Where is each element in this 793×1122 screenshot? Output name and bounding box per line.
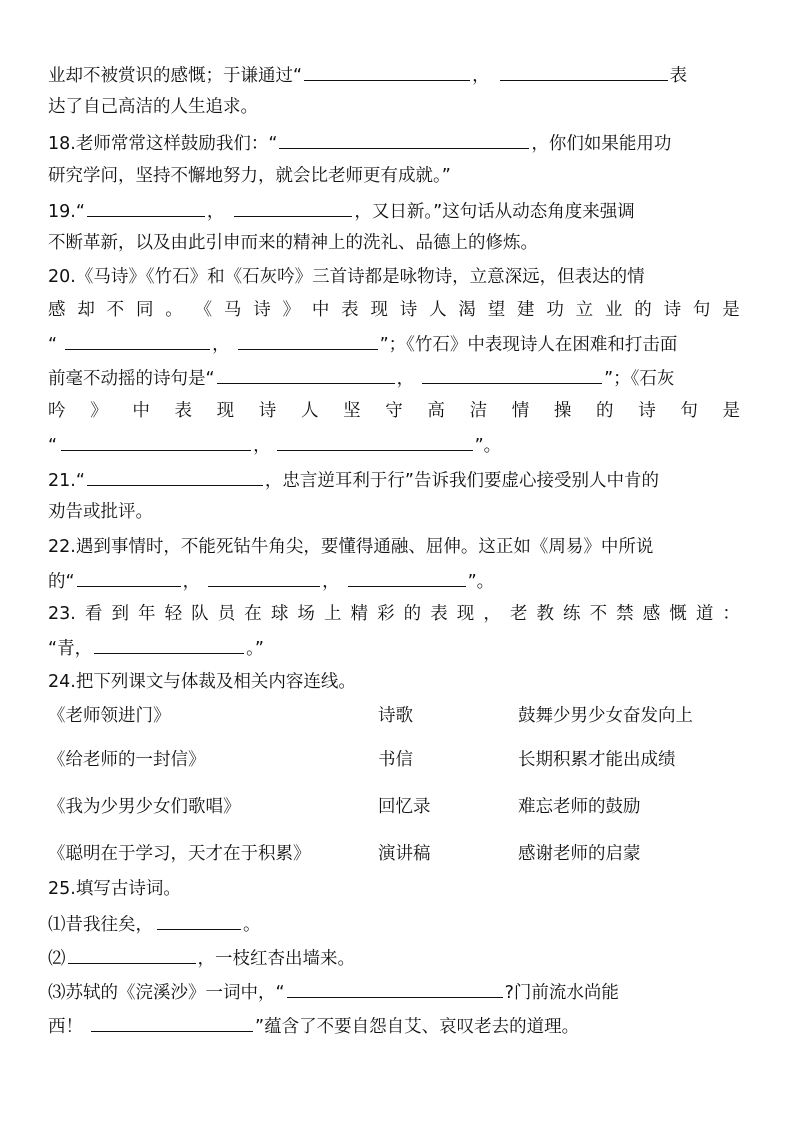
q20-ma-blank-1[interactable] bbox=[65, 331, 210, 350]
q20-zhushi-blank-1[interactable] bbox=[217, 365, 395, 384]
char: 23. bbox=[48, 604, 76, 624]
q17-line-2: 达了自己高洁的人生追求。 bbox=[48, 97, 258, 117]
char: 年 bbox=[138, 604, 156, 624]
char: 的 bbox=[634, 300, 652, 320]
q20-line-4 bbox=[48, 365, 748, 391]
char: 看 bbox=[84, 604, 103, 624]
char: 上 bbox=[323, 604, 342, 624]
char: 是 bbox=[722, 401, 740, 421]
char: 在 bbox=[244, 604, 262, 624]
q21-line-1 bbox=[48, 467, 748, 493]
char: 洁 bbox=[469, 401, 488, 421]
q25-blank-1[interactable] bbox=[157, 911, 241, 930]
char: 表 bbox=[341, 300, 359, 320]
q22-text: ”。 bbox=[467, 572, 495, 592]
char: 同 bbox=[135, 300, 154, 320]
char: 表 bbox=[174, 401, 192, 421]
char: ： bbox=[722, 604, 740, 624]
comma: ， bbox=[206, 202, 225, 222]
q24-text-item[interactable]: 《聪明在于学习，天才在于积累》 bbox=[48, 844, 311, 864]
q18-line-2: 研究学问，坚持不懈地努力，就会比老师更有成就。” bbox=[48, 166, 451, 186]
q19-text: 19.“ bbox=[48, 202, 85, 222]
q19-blank-2[interactable] bbox=[234, 198, 352, 217]
q18-line-1 bbox=[48, 130, 748, 156]
q21-text: ，忠言逆耳利于行”告诉我们要虚心接受别人中肯的 bbox=[264, 471, 659, 491]
q25-text: 西！ bbox=[48, 1017, 83, 1037]
q23-line-1 bbox=[48, 602, 740, 626]
q25-text: ?门前流水尚能 bbox=[504, 983, 619, 1003]
q20-shihui-blank-2[interactable] bbox=[277, 432, 473, 451]
char: 表 bbox=[430, 604, 448, 624]
char: 现 bbox=[216, 401, 235, 421]
q23-text: “青， bbox=[48, 639, 93, 659]
char: 》 bbox=[90, 401, 108, 421]
char: 练 bbox=[563, 604, 581, 624]
char: 人 bbox=[429, 300, 447, 320]
q25-text: ”蕴含了不要自怨自艾、哀叹老去的道理。 bbox=[255, 1017, 580, 1037]
q20-text: ”；《竹石》中表现诗人在困难和打击面 bbox=[379, 335, 678, 355]
char: 道 bbox=[695, 604, 714, 624]
char: 场 bbox=[297, 604, 315, 624]
q19-blank-1[interactable] bbox=[87, 198, 205, 217]
char: 。 bbox=[165, 300, 183, 320]
q25-text: 。 bbox=[243, 915, 261, 935]
q24-content-item[interactable]: 长期积累才能出成绩 bbox=[518, 750, 676, 770]
q22-text: 的“ bbox=[48, 572, 75, 592]
q20-line-5 bbox=[48, 399, 740, 423]
q22-line-2 bbox=[48, 568, 748, 594]
comma: ， bbox=[396, 369, 415, 389]
q20-text: ”；《石灰 bbox=[604, 369, 675, 389]
char: 员 bbox=[217, 604, 236, 624]
q20-line-1: 20.《马诗》《竹石》和《石灰吟》三首诗都是咏物诗，立意深远，但表达的情 bbox=[48, 267, 645, 287]
char: 》 bbox=[282, 300, 300, 320]
q20-text: ”。 bbox=[474, 436, 502, 456]
char: 诗 bbox=[399, 300, 418, 320]
q25-part-1 bbox=[48, 911, 748, 937]
q20-ma-blank-2[interactable] bbox=[238, 331, 378, 350]
q24-genre-item[interactable]: 演讲稿 bbox=[378, 844, 431, 864]
q23-line-2 bbox=[48, 635, 748, 661]
char: ， bbox=[483, 604, 501, 624]
comma: ， bbox=[212, 335, 230, 355]
q22-blank-2[interactable] bbox=[208, 568, 320, 587]
char: 《 bbox=[194, 300, 213, 320]
q20-shihui-blank-1[interactable] bbox=[61, 432, 251, 451]
q17-text: 表 bbox=[669, 66, 688, 86]
comma: ， bbox=[253, 436, 271, 456]
char: 禁 bbox=[616, 604, 634, 624]
char: 渴 bbox=[458, 300, 476, 320]
comma: ， bbox=[322, 572, 340, 592]
q21-text: 21.“ bbox=[48, 471, 85, 491]
q18-blank[interactable] bbox=[279, 130, 529, 149]
q19-line-1 bbox=[48, 198, 748, 224]
q25-part-3 bbox=[48, 979, 748, 1005]
char: 守 bbox=[385, 401, 403, 421]
q24-genre-item[interactable]: 回忆录 bbox=[378, 797, 431, 817]
q25-part-2 bbox=[48, 945, 748, 971]
q18-text: 18.老师常常这样鼓励我们：“ bbox=[48, 134, 278, 154]
char: 彩 bbox=[377, 604, 395, 624]
char: 慨 bbox=[669, 604, 687, 624]
char: 感 bbox=[48, 300, 66, 320]
char: 立 bbox=[575, 300, 594, 320]
q25-text: ⑵ bbox=[48, 949, 66, 969]
char: 马 bbox=[223, 300, 242, 320]
char: 的 bbox=[596, 401, 614, 421]
q19-line-2: 不断革新，以及由此引申而来的精神上的洗礼、品德上的修炼。 bbox=[48, 233, 538, 253]
q25-part-4 bbox=[48, 1013, 748, 1039]
q21-blank[interactable] bbox=[87, 467, 263, 486]
char: 感 bbox=[642, 604, 661, 624]
q23-text: 。” bbox=[246, 639, 264, 659]
q22-blank-3[interactable] bbox=[348, 568, 466, 587]
q17-text: 业却不被赏识的感慨；于谦通过“ bbox=[48, 66, 303, 86]
comma: ， bbox=[472, 66, 490, 86]
char: 句 bbox=[692, 300, 711, 320]
q20-zhushi-blank-2[interactable] bbox=[422, 365, 602, 384]
q22-blank-1[interactable] bbox=[77, 568, 181, 587]
q24-content-item[interactable]: 鼓舞少男少女奋发向上 bbox=[518, 706, 693, 726]
char: 人 bbox=[300, 401, 319, 421]
q19-text: ，又日新。”这句话从动态角度来强调 bbox=[354, 202, 635, 222]
char: 轻 bbox=[164, 604, 183, 624]
char: 句 bbox=[680, 401, 698, 421]
q17-blank-1[interactable] bbox=[304, 62, 470, 81]
q25-text: ⑴昔我往矣， bbox=[48, 915, 153, 935]
char: 精 bbox=[350, 604, 369, 624]
char: 中 bbox=[132, 401, 150, 421]
char: 是 bbox=[722, 300, 740, 320]
char: 的 bbox=[403, 604, 422, 624]
quote: “ bbox=[48, 436, 58, 456]
char: 球 bbox=[270, 604, 289, 624]
char: 诗 bbox=[638, 401, 656, 421]
char: 高 bbox=[427, 401, 445, 421]
q25-text: ，一枝红杏出墙来。 bbox=[197, 949, 355, 969]
char: 中 bbox=[311, 300, 330, 320]
q20-line-2 bbox=[48, 298, 740, 322]
char: 操 bbox=[553, 401, 572, 421]
q24-genre-item[interactable]: 书信 bbox=[378, 750, 413, 770]
q21-line-2: 劝告或批评。 bbox=[48, 502, 153, 522]
char: 现 bbox=[456, 604, 475, 624]
char: 坚 bbox=[343, 401, 361, 421]
char: 诗 bbox=[663, 300, 682, 320]
q22-line-1: 22.遇到事情时，不能死钻牛角尖，要懂得通融、屈伸。这正如《周易》中所说 bbox=[48, 537, 654, 557]
q25-blank-4[interactable] bbox=[91, 1013, 253, 1032]
q25-title: 25.填写古诗词。 bbox=[48, 879, 181, 899]
q20-line-6 bbox=[48, 432, 748, 458]
char: 望 bbox=[487, 300, 506, 320]
q24-text-item[interactable]: 《给老师的一封信》 bbox=[48, 750, 206, 770]
char: 却 bbox=[77, 300, 95, 320]
char: 情 bbox=[511, 401, 530, 421]
q20-text: 前毫不动摇的诗句是“ bbox=[48, 369, 215, 389]
q20-line-3 bbox=[48, 331, 748, 357]
char: 到 bbox=[111, 604, 129, 624]
q17-blank-2[interactable] bbox=[500, 62, 668, 81]
char: 不 bbox=[106, 300, 125, 320]
char: 诗 bbox=[258, 401, 277, 421]
q17-line-1 bbox=[48, 62, 748, 88]
char: 吟 bbox=[48, 401, 66, 421]
char: 建 bbox=[517, 300, 535, 320]
q25-text: ⑶苏轼的《浣溪沙》一词中，“ bbox=[48, 983, 285, 1003]
q25-blank-3[interactable] bbox=[287, 979, 503, 998]
char: 老 bbox=[509, 604, 528, 624]
quote: “ bbox=[48, 335, 58, 355]
char: 功 bbox=[546, 300, 564, 320]
q24-content-item[interactable]: 感谢老师的启蒙 bbox=[518, 844, 641, 864]
q24-content-item[interactable]: 难忘老师的鼓励 bbox=[518, 797, 641, 817]
q24-text-item[interactable]: 《老师领进门》 bbox=[48, 706, 171, 726]
char: 业 bbox=[604, 300, 623, 320]
char: 诗 bbox=[253, 300, 271, 320]
char: 队 bbox=[191, 604, 209, 624]
char: 不 bbox=[589, 604, 608, 624]
comma: ， bbox=[182, 572, 201, 592]
q24-genre-item[interactable]: 诗歌 bbox=[378, 706, 413, 726]
q18-text: ，你们如果能用功 bbox=[531, 134, 672, 154]
q23-blank[interactable] bbox=[94, 635, 244, 654]
q25-blank-2[interactable] bbox=[68, 945, 196, 964]
char: 教 bbox=[536, 604, 554, 624]
q24-text-item[interactable]: 《我为少男少女们歌唱》 bbox=[48, 797, 241, 817]
q24-title: 24.把下列课文与体裁及相关内容连线。 bbox=[48, 672, 356, 692]
char: 现 bbox=[370, 300, 388, 320]
